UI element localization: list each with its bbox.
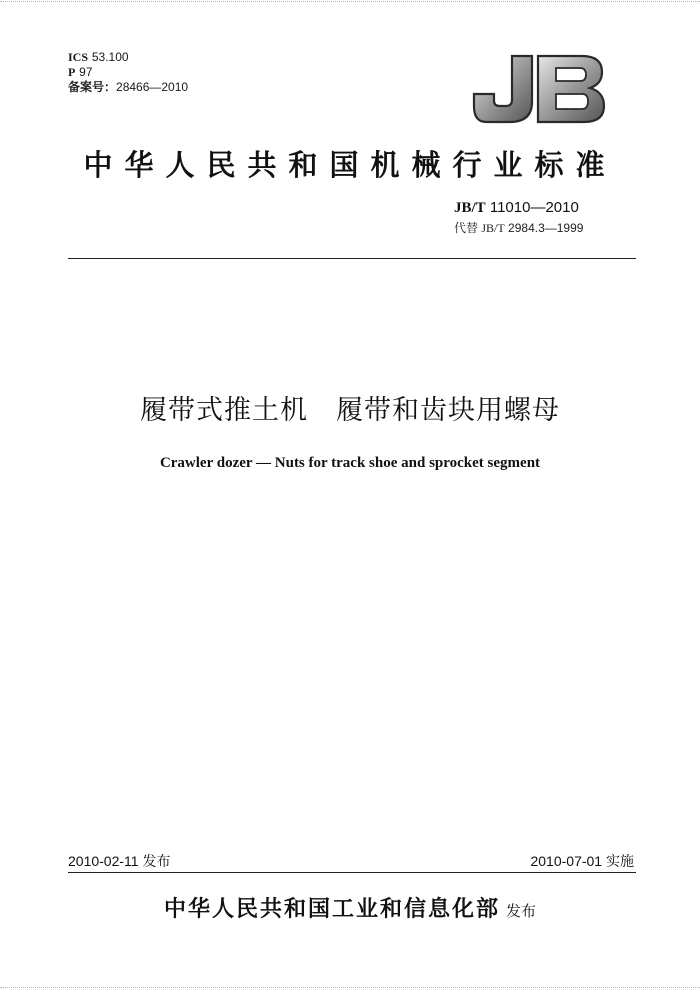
top-divider: [68, 258, 636, 259]
p-label: P: [68, 65, 76, 79]
p-line: [68, 64, 93, 80]
issue-date: [68, 851, 170, 871]
ics-line: [68, 49, 129, 65]
publisher-action: 发布: [506, 902, 537, 920]
p-value: 97: [79, 65, 93, 79]
record-value: 28466—2010: [116, 80, 189, 94]
implementation-date: [530, 851, 634, 871]
scan-edge-bottom: [0, 987, 700, 989]
issuing-org-title: 中华人民共和国机械行业标准: [83, 148, 617, 182]
document-title-en: Crawler dozer — Nuts for track shoe and sprocket segment: [159, 455, 541, 471]
standard-prefix: JB/T: [454, 200, 486, 216]
replaces-value: 2984.3—1999: [508, 221, 584, 235]
replaces-label: 代替: [454, 221, 479, 235]
publisher-org: 中华人民共和国工业和信息化部: [163, 897, 500, 922]
issue-date-label: 发布: [142, 854, 171, 870]
record-label: 备案号：: [68, 80, 117, 94]
standard-number-value: 11010—2010: [489, 199, 579, 216]
ics-label: ICS: [68, 50, 89, 64]
ics-value: 53.100: [91, 50, 129, 64]
replaces-line: [454, 219, 583, 236]
implementation-date-label: 实施: [606, 854, 634, 870]
replaces-prefix: JB/T: [481, 221, 505, 235]
issue-date-value: 2010-02-11: [68, 853, 139, 869]
bottom-divider: [68, 872, 636, 873]
record-line: [68, 79, 188, 95]
document-title-cn: 履带式推土机 履带和齿块用螺母: [140, 395, 560, 426]
implementation-date-value: 2010-07-01: [530, 853, 603, 869]
publisher-line: [0, 892, 700, 923]
jb-standard-logo: [472, 54, 606, 124]
standard-number: [454, 199, 579, 217]
scan-edge-top: [0, 1, 700, 3]
